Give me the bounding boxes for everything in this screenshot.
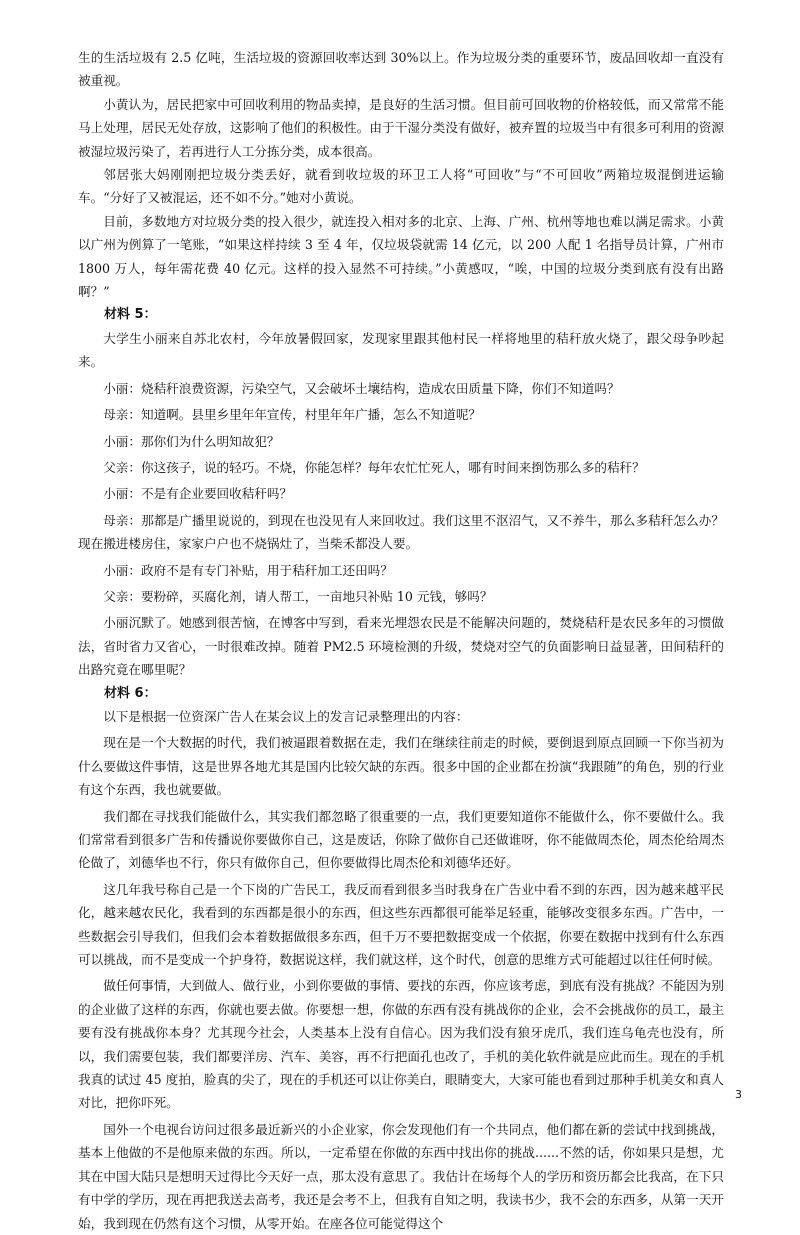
section-heading: 材料 5：	[104, 307, 157, 323]
paragraph: 邻居张大妈刚刚把垃圾分类丢好，就看到收垃圾的环卫工人将“可回收”与“不可回收”两箱垃圾混倒进运输车。“分好了又被混运，还不如不分。”她对小黄说。	[78, 167, 724, 206]
dialogue-line: 母亲：那都是广播里说说的，到现在也没见有人来回收过。我们这里不沤沼气，又不养牛，那么多秸秆怎么办？现在搬进楼房住，家家户户也不烧锅灶了，当柴禾都没人要。	[78, 512, 724, 552]
dialogue-line: 小丽：那你们为什么明知故犯？	[103, 433, 280, 449]
dialogue-line: 小丽：不是有企业要回收秸秆吗？	[103, 486, 293, 502]
paragraph: 国外一个电视台访问过很多最近新兴的小企业家，你会发现他们有一个共同点，他们都在新的尝试中找到挑战，基本上他做的不是他原来做的东西。所以，一定希望在你做的东西中找出你的挑战......不然的话，你如果只是想，尤其在中国大陆只是想明天过得比今天好一点，那太没有意思了。我估计在场每个人的学历和资历都会比我高，在下只有中学的学历，现在再把我送去高考，我还是会考不上，但我有自知之明，我读书少，我不会的东西多，从第一天开始，我到现在仍然有这个习惯，从零开始。在座各位可能觉得这个	[78, 1121, 724, 1231]
section-heading: 材料 6：	[104, 685, 157, 701]
paragraph: 以下是根据一位资深广告人在某会议上的发言记录整理出的内容：	[103, 708, 469, 724]
page-number: 3	[735, 1088, 742, 1101]
paragraph: 小黄认为，居民把家中可回收利用的物品卖掉，是良好的生活习惯。但目前可回收物的价格较低，而又常常不能马上处理，居民无处存放，这影响了他们的积极性。由于干湿分类没有做好，被弃置的垃圾当中有很多可利用的资源被湿垃圾污染了，若再进行人工分拣分类，成本很高。	[78, 96, 724, 159]
paragraph: 现在是一个大数据的时代，我们被逼跟着数据在走，我们在继续往前走的时候，要倒退到原点回顾一下你当初为什么要做这件事情，这是世界各地尤其是国内比较欠缺的东西。很多中国的企业都在扮演“我跟随”的角色，别的行业有这个东西，我也就要做。	[78, 735, 724, 798]
dialogue-line: 父亲：要粉碎，买腐化剂，请人帮工，一亩地只补贴 10 元钱，够吗？	[103, 588, 493, 604]
dialogue-line: 小丽：烧秸秆浪费资源，污染空气，又会破坏土壤结构，造成农田质量下降，你们不知道吗？	[103, 380, 620, 396]
dialogue-line: 母亲：知道啊。县里乡里年年宣传，村里年年广播，怎么不知道呢？	[103, 407, 481, 423]
dialogue-line: 小丽：政府不是有专门补贴，用于秸秆加工还田吗？	[103, 562, 393, 578]
paragraph: 这几年我号称自己是一个下岗的广告民工，我反而看到很多当时我身在广告业中看不到的东西，因为越来越平民化，越来越农民化，我看到的东西都是很小的东西，但这些东西都很可能举足轻重，能够改变很多东西。广告中，一些数据会引导我们，但我们会本着数据做很多东西，但千万不要把数据变成一个依据，你要在数据中找到有什么东西可以挑战，而不是变成一个护身符，数据说这样，我们就这样，这个时代，创意的思维方式可能超过以往任何时候。	[78, 881, 724, 968]
document-body	[78, 46, 724, 1235]
paragraph: 生的生活垃圾有 2.5 亿吨，生活垃圾的资源回收率达到 30%以上。作为垃圾分类的重要环节，废品回收却一直没有被重视。	[78, 50, 724, 89]
paragraph: 做任何事情，大到做人、做行业，小到你要做的事情、要找的东西，你应该考虑，到底有没有挑战？不能因为别的企业做了这样的东西，你就也要去做。你要想一想，你做的东西有没有挑战你的企业，会不会挑战你的员工，最主要有没有挑战你本身？尤其现今社会，人类基本上没有自信心。因为我们没有狼牙虎爪，我们连乌龟壳也没有，所以，我们需要包装，我们都要洋房、汽车、美容，再不行把面孔也改了，手机的美化软件就是应此而生。现在的手机我真的试过 45 度拍，脸真的尖了，现在的手机还可以让你美白，眼睛变大，大家可能也看到过那种手机美女和真人对比，把你吓死。	[78, 978, 724, 1111]
dialogue-line: 父亲：你这孩子，说的轻巧。不烧，你能怎样？每年农忙忙死人，哪有时间来捯饬那么多的秸秆？	[103, 459, 645, 475]
paragraph: 我们都在寻找我们能做什么，其实我们都忽略了很重要的一点，我们更要知道你不能做什么，你不要做什么。我们常常看到很多广告和传播说你要做你自己，这是废话，你除了做你自己还做谁呀，你不能做周杰伦，周杰伦给周杰伦做了，刘德华也不行，你只有做你自己，但你要做得比周杰伦和刘德华还好。	[78, 808, 724, 871]
paragraph: 小丽沉默了。她感到很苦恼，在博客中写到，看来光埋怨农民是不能解决问题的，焚烧秸秆是农民多年的习惯做法，省时省力又省心，一时很难改掉。随着 PM2.5 环境检测的升级，焚烧对空气的负面影响日益显著，田间秸秆的出路究竟在哪里呢？	[78, 615, 724, 678]
paragraph: 大学生小丽来自苏北农村，今年放暑假回家，发现家里跟其他村民一样将地里的秸秆放火烧了，跟父母争吵起来。	[78, 330, 724, 370]
paragraph: 目前，多数地方对垃圾分类的投入很少，就连投入相对多的北京、上海、广州、杭州等地也难以满足需求。小黄以广州为例算了一笔账，“如果这样持续 3 至 4 年，仅垃圾袋就需 14 亿元，以 200 人配 1 名指导员计算，广州市 1800 万人，每年需花费 40 亿元。这样的投入显然不可持续。”小黄感叹，“唉，中国的垃圾分类到底有没有出路啊？”	[78, 213, 724, 300]
